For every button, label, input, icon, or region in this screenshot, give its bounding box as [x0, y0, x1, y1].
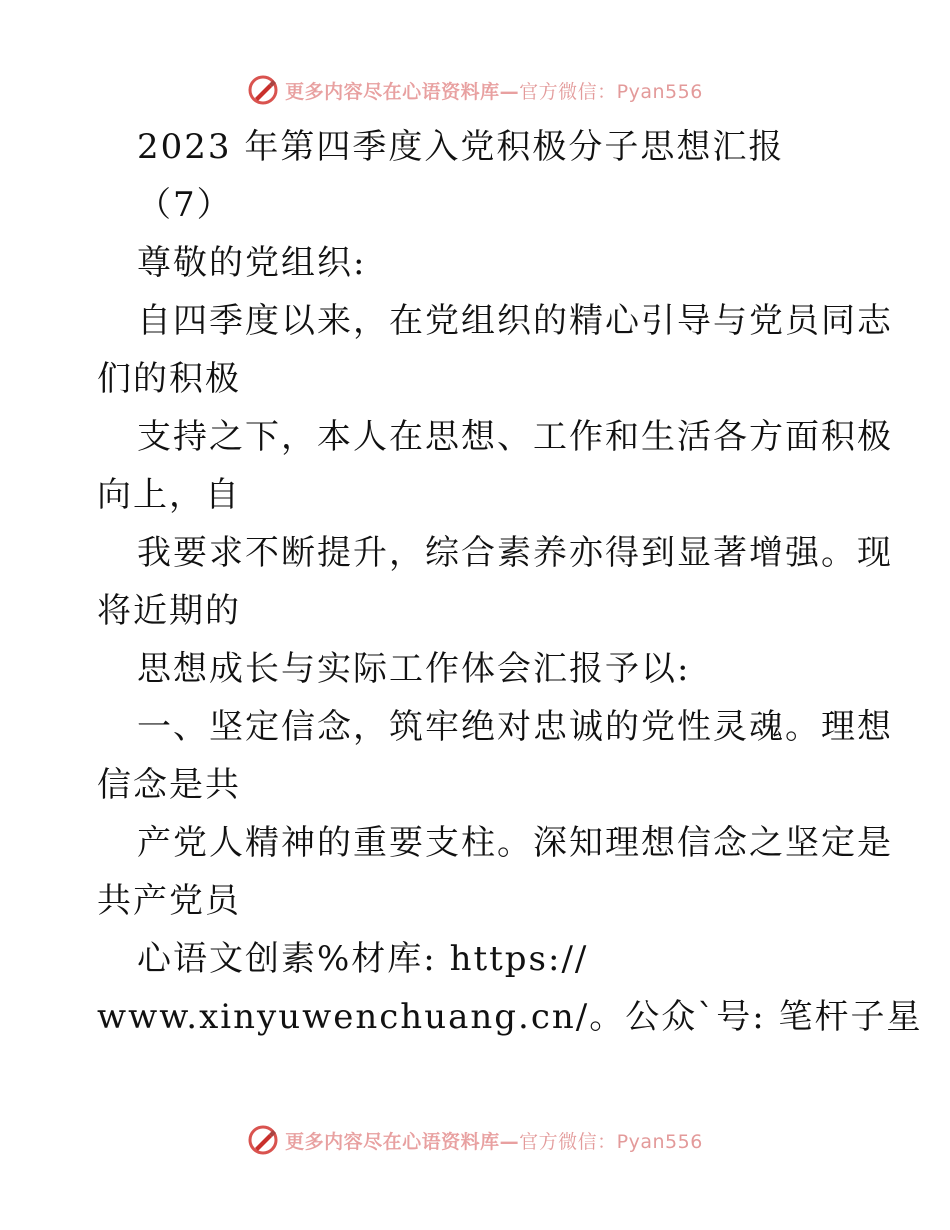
paragraph-line: 我要求不断提升，综合素养亦得到显著增强。现	[137, 533, 893, 573]
paragraph-line: 向上，自	[97, 475, 241, 515]
header-banner-dash: —	[499, 80, 520, 103]
section-heading-line: 一、坚定信念，筑牢绝对忠诚的党性灵魂。理想	[137, 707, 893, 747]
footer-banner-wechat: 官方微信：Pyan556	[519, 1130, 703, 1153]
document-subtitle: （7）	[137, 185, 233, 225]
document-title: 2023 年第四季度入党积极分子思想汇报	[137, 127, 785, 167]
header-banner	[0, 70, 950, 110]
footer-banner-dash: —	[499, 1130, 520, 1153]
footer-banner-text	[285, 1127, 703, 1154]
footer-banner	[0, 1120, 950, 1160]
pen-logo-icon	[247, 1124, 279, 1156]
paragraph-line: 支持之下，本人在思想、工作和生活各方面积极	[137, 417, 893, 457]
pen-logo-icon	[247, 74, 279, 106]
salutation: 尊敬的党组织:	[137, 243, 367, 283]
paragraph-line: 产党人精神的重要支柱。深知理想信念之坚定是	[137, 823, 893, 863]
paragraph-line: 思想成长与实际工作体会汇报予以:	[137, 649, 691, 689]
watermark-url-line: www.xinyuwenchuang.cn/。公众`号: 笔杆子星	[97, 997, 923, 1037]
paragraph-line: 信念是共	[97, 765, 241, 805]
footer-banner-title: 更多内容尽在心语资料库	[285, 1130, 500, 1153]
paragraph-line: 们的积极	[97, 359, 241, 399]
document-body	[97, 118, 923, 1046]
watermark-line: 心语文创素%材库: https://	[137, 939, 589, 979]
header-banner-title: 更多内容尽在心语资料库	[285, 80, 500, 103]
paragraph-line: 共产党员	[97, 881, 241, 921]
paragraph-line: 将近期的	[97, 591, 241, 631]
paragraph-line: 自四季度以来，在党组织的精心引导与党员同志	[137, 301, 893, 341]
header-banner-wechat: 官方微信：Pyan556	[519, 80, 703, 103]
header-banner-text	[285, 77, 703, 104]
